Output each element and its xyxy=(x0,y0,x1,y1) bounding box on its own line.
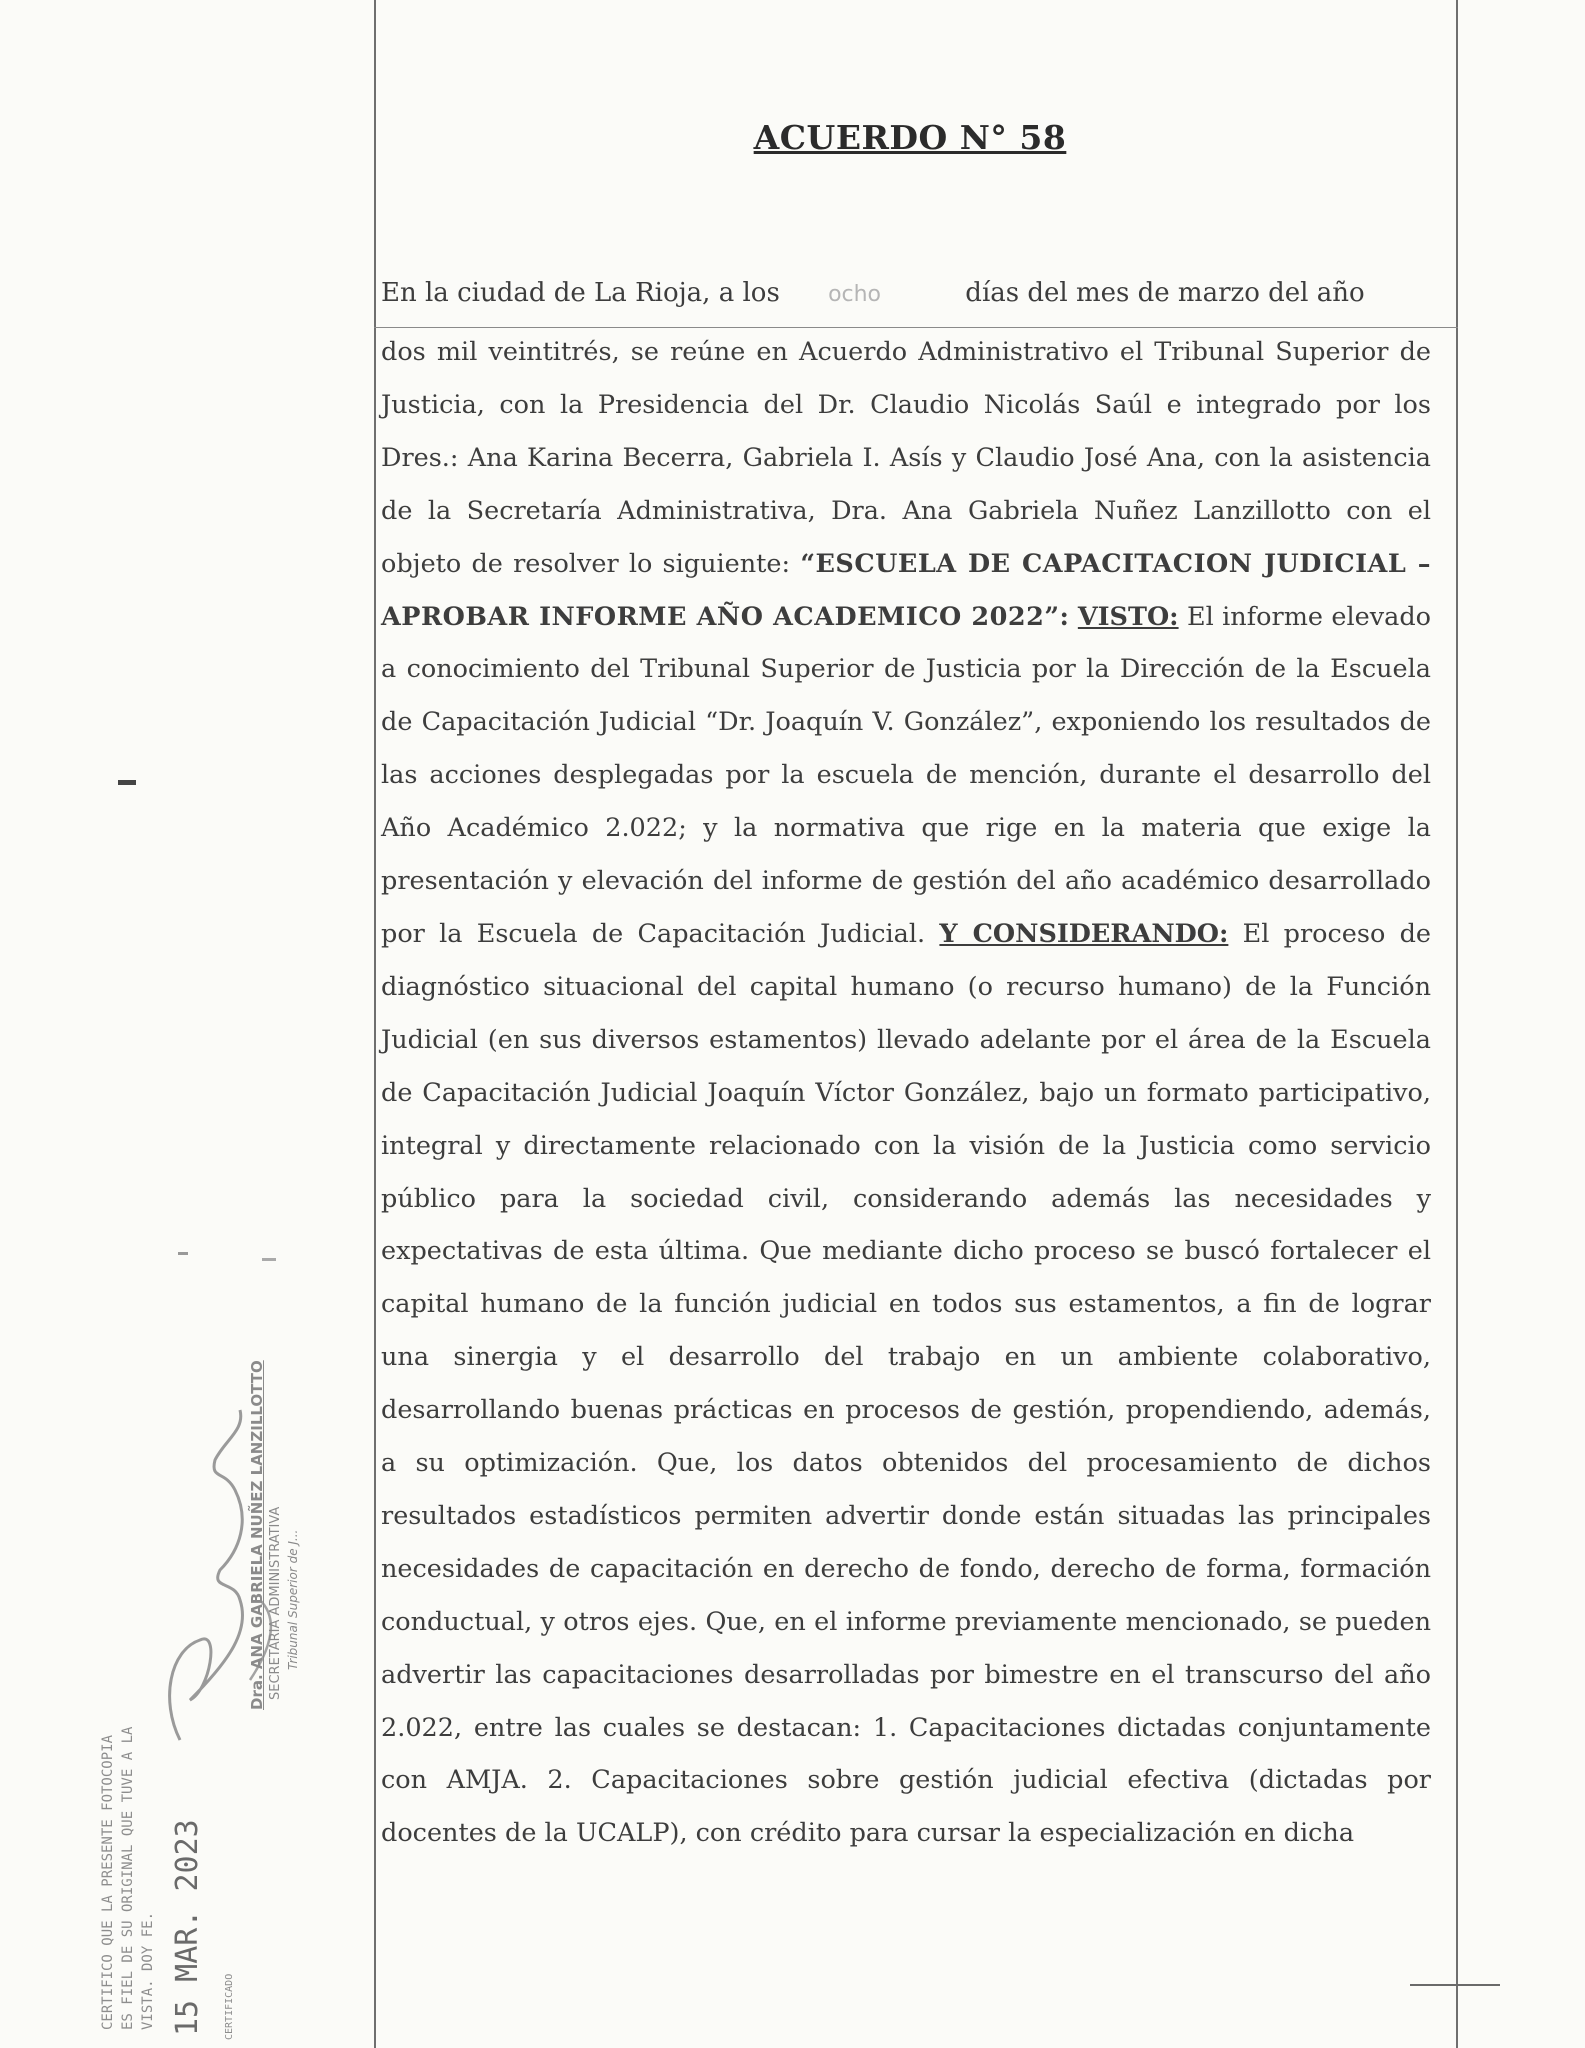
visto-text: El informe elevado a conocimiento del Tribunal Superior de Justicia por la Dirección de la Escuela de Capacitación Judicial “Dr. Joaquín V. González”, exponiendo los resultados de las acciones desplegadas por la escuela de mención, durante el desarrollo del Año Académico 2.022; y la normativa que rige en la materia que exige la presentación y elevación del informe de gestión del año académico desarrollado por la Escuela de Capacitación Judicial. xyxy=(381,601,1432,949)
visto-label: VISTO: xyxy=(1077,601,1179,632)
body-intro: dos mil veintitrés, se reúne en Acuerdo Administrativo el Tribunal Superior de Justicia, con la Presidencia del Dr. Claudio Nicolás Saúl e integrado por los Dres.: Ana Karina Becerra, Gabriela I. Asís y Claudio José Ana, con la asistencia de la Secretaría Administrativa, Dra. Ana Gabriela Nuñez Lanzillotto con el objeto de resolver lo siguiente: xyxy=(381,337,1431,579)
footer-rule xyxy=(1410,1984,1500,1986)
subject-heading: “ESCUELA DE CAPACITACION JUDICIAL – APROBAR INFORME AÑO ACADEMICO 2022”: xyxy=(381,548,1431,632)
right-margin-line xyxy=(1456,0,1458,2048)
scan-speck xyxy=(262,1258,276,1261)
signer-office: Tribunal Superior de J... xyxy=(286,1529,300,1670)
opening-line xyxy=(381,278,1431,308)
stamp-label: CERTIFICADO xyxy=(224,1973,235,2040)
scan-speck xyxy=(178,1252,188,1255)
signature-stamp xyxy=(240,1360,320,1720)
stamp-date: 15 MAR. 2023 xyxy=(170,1819,205,2036)
signer-name: Dra. ANA GABRIELA NUÑEZ LANZILLOTTO xyxy=(248,1360,266,1710)
stamp-line-2: ES FIEL DE SU ORIGINAL QUE TUVE A LA xyxy=(120,1726,136,2030)
stamp-line-3: VISTA. DOY FE. xyxy=(140,1911,156,2030)
considerando-label: Y CONSIDERANDO: xyxy=(939,918,1229,949)
considerando-text: El proceso de diagnóstico situacional del capital humano (o recurso humano) de la Función Judicial (en sus diversos estamentos) llevado adelante por el área de la Escuela de Capacitación Judicial Joaquín Víctor González, bajo un formato participativo, integral y directamente relacionado con la visión de la Justicia como servicio público para la sociedad civil, considerando además las necesidades y expectativas de esta última. Que mediante dicho proceso se buscó fortalecer el capital humano de la función judicial en todos sus estamentos, a fin de lograr una sinergia y el desarrollo del trabajo en un ambiente colaborativo, desarrollando buenas prácticas en procesos de gestión, propendiendo, además, a su optimización. Que, los datos obtenidos del procesamiento de dichos resultados estadísticos permiten advertir donde están situadas las principales necesidades de capacitación en derecho de fondo, derecho de forma, formación conductual, y otros ejes. Que, en el informe previamente mencionado, se pueden advertir las capacitaciones desarrolladas por bimestre en el transcurso del año 2.022, entre las cuales se destacan: 1. Capacitaciones dictadas conjuntamente con AMJA. 2. Capacitaciones sobre gestión judicial efectiva (dictadas por docentes de la UCALP), con crédito para cursar la especialización en dicha xyxy=(381,918,1432,1849)
stamp-line-1: CERTIFICO QUE LA PRESENTE FOTOCOPIA xyxy=(100,1734,116,2030)
signer-role: SECRETARIA ADMINISTRATIVA xyxy=(268,1506,283,1700)
scan-speck xyxy=(118,780,136,785)
document-title: ACUERDO N° 58 xyxy=(753,118,1067,157)
document-body xyxy=(381,326,1431,1860)
opening-line-suffix: días del mes de marzo del año xyxy=(965,278,1365,308)
opening-line-prefix: En la ciudad de La Rioja, a los xyxy=(381,278,780,308)
left-margin-line xyxy=(374,0,376,2048)
handwritten-day: ocho xyxy=(828,282,882,307)
